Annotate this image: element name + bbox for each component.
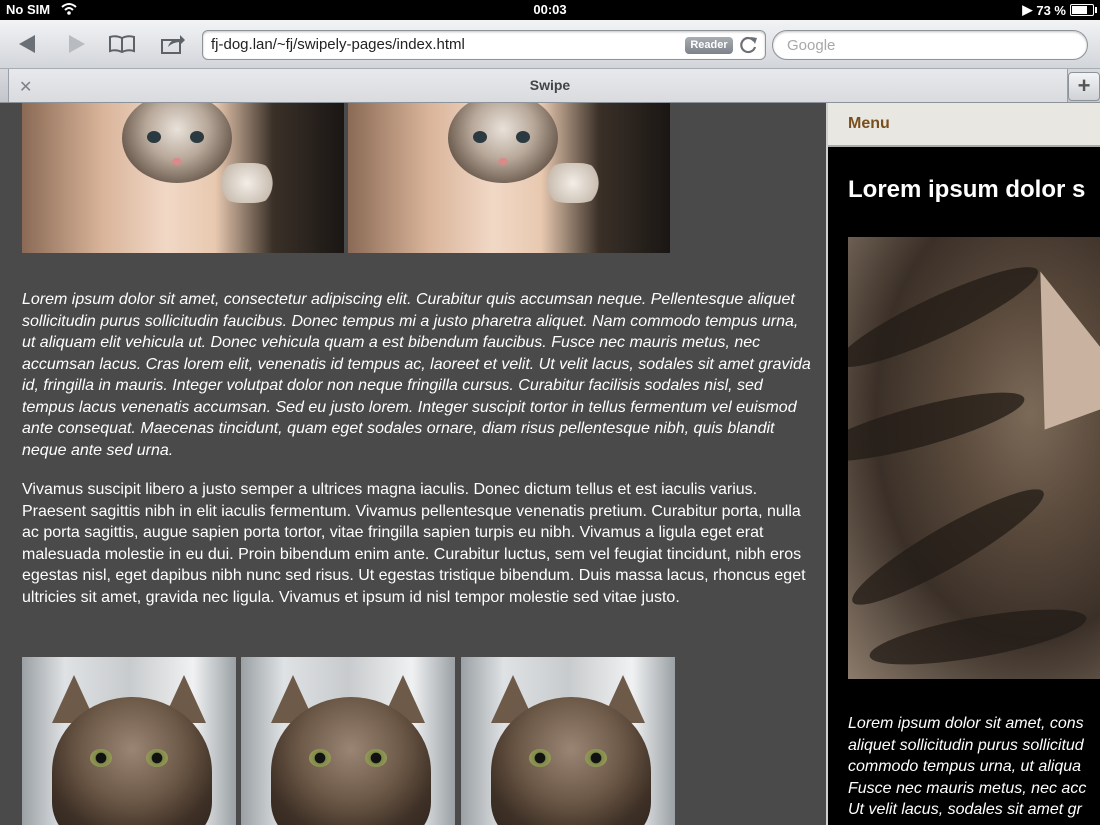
- side-panel[interactable]: [828, 103, 1100, 825]
- status-bar: [0, 0, 1100, 20]
- reload-icon[interactable]: [739, 35, 759, 55]
- url-text: fj-dog.lan/~fj/swipely-pages/index.html: [211, 36, 465, 53]
- menu-link[interactable]: Menu: [848, 115, 890, 132]
- forward-button[interactable]: [64, 30, 90, 58]
- search-input[interactable]: [785, 36, 1079, 55]
- reader-button[interactable]: Reader: [685, 37, 733, 54]
- paragraph-italic: Lorem ipsum dolor sit amet, consectetur adipiscing elit. Curabitur quis accumsan neque. Pellentesque aliquet sollicitudin purus sollicitudin faucibus. Donec tempus mi a justo pharetra aliquet. Nam commodo tempus urna, ut aliquam elit vehicula ut. Donec vehicula quam a est bibendum faucibus. Fusce nec mauris metus, nec accumsan lacus. Cras lorem elit, venenatis id tempus ac, laoreet et velit. Ut velit lacus, sodales sit amet gravida id, fringilla in mauris. Integer volutpat dolor non neque fringilla cursus. Curabitur facilisis sodales nisl, sed tempus lacus venenatis accumsan. Sed eu justo lorem. Integer suscipit tortor in tellus fermentum vel euismod ante consequat. Maecenas tincidunt, quam eget sodales ornare, diam risus pellentesque nibh, quis blandit neque ante sed urna.: [22, 291, 811, 459]
- clock: 00:03: [533, 2, 567, 17]
- forward-arrow-icon: [67, 34, 87, 54]
- search-bar[interactable]: [772, 30, 1088, 60]
- side-text-line: aliquet sollicitudin purus sollicitud: [848, 736, 1084, 754]
- side-text-line: commodo tempus urna, ut aliqua: [848, 758, 1082, 775]
- tab-swipe[interactable]: [8, 69, 1068, 102]
- back-arrow-icon: [17, 34, 37, 54]
- side-text-line: Lorem ipsum dolor sit amet, cons: [848, 715, 1084, 732]
- tab-title: Swipe: [529, 77, 571, 93]
- new-tab-button[interactable]: +: [1068, 72, 1100, 101]
- side-text: [848, 713, 1100, 821]
- side-heading: Lorem ipsum dolor s: [848, 176, 1086, 203]
- share-icon: [160, 33, 186, 55]
- book-icon: [108, 34, 136, 54]
- play-icon: ▶: [1022, 2, 1033, 17]
- kitten-image: [348, 103, 670, 253]
- kitten-image: [461, 657, 675, 825]
- page-content: [0, 103, 826, 825]
- side-text-line: Fusce nec mauris metus, nec acc: [848, 779, 1087, 797]
- battery-icon: [1070, 4, 1094, 16]
- close-tab-icon[interactable]: ✕: [19, 79, 33, 96]
- bookmarks-button[interactable]: [106, 30, 138, 58]
- address-bar[interactable]: [202, 30, 766, 60]
- kitten-closeup-image: [848, 237, 1100, 679]
- status-right: [1022, 2, 1094, 18]
- back-button[interactable]: [14, 30, 40, 58]
- battery-percent: 73 %: [1036, 2, 1066, 18]
- menu-bar[interactable]: [828, 103, 1100, 147]
- paragraph: Vivamus suscipit libero a justo semper a ultrices magna iaculis. Donec dictum tellus et est iaculis varius. Praesent sagittis nibh in elit iaculis fermentum. Vivamus pellentesque venenatis pretium. Curabitur porta, nulla ac porta sagittis, augue sapien porta tortor, vitae fringilla sapien turpis eu nibh. Vivamus a ligula eget erat malesuada molestie in eu dui. Proin bibendum enim ante. Curabitur luctus, sem vel feugiat tincidunt, nibh eros egestas nisl, eget dapibus nibh nunc sed risus. Ut egestas tristique bibendum. Duis massa lacus, rhoncus eget ultricies sit amet, gravida nec ligula. Vivamus et ipsum id nisl tempor molestie sed vitae justo.: [22, 481, 806, 606]
- side-text-line: Ut velit lacus, sodales sit amet gr: [848, 801, 1082, 818]
- browser-toolbar: [0, 20, 1100, 69]
- tab-bar: [0, 69, 1100, 103]
- kitten-image: [241, 657, 455, 825]
- kitten-image: [22, 657, 236, 825]
- carrier-label: No SIM: [6, 2, 51, 17]
- kitten-image: [22, 103, 344, 253]
- share-button[interactable]: [158, 30, 188, 58]
